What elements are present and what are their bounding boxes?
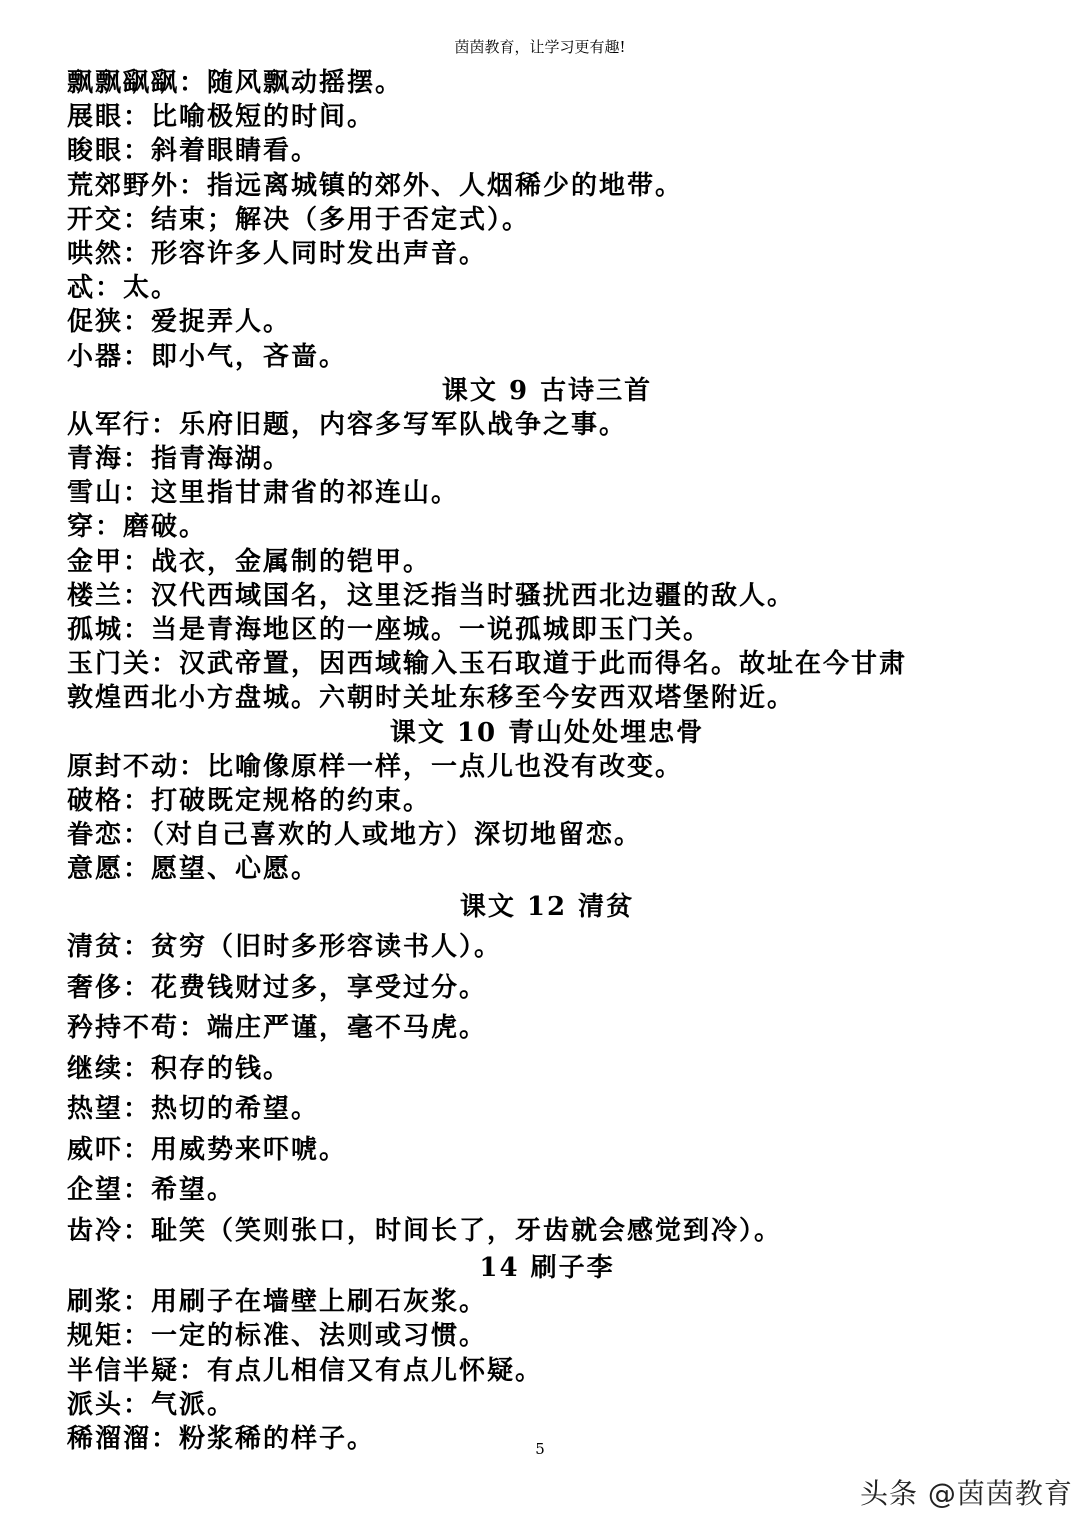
section-title: 课文 10 青山处处埋忠骨 [389, 717, 705, 748]
glossary-entry: 刷浆：用刷子在墙壁上刷石灰浆。 [67, 1287, 488, 1318]
section-title: 课文 9 古诗三首 [441, 375, 653, 406]
glossary-entry: 玉门关：汉武帝置，因西域输入玉石取道于此而得名。故址在今甘肃 [67, 649, 908, 680]
document-body [67, 66, 1027, 1456]
glossary-entry: 清贫：贫穷（旧时多形容读书人）。 [67, 932, 503, 962]
glossary-entry: 原封不动：比喻像原样一样，一点儿也没有改变。 [67, 751, 684, 782]
glossary-entry: 展眼：比喻极短的时间。 [67, 102, 376, 133]
glossary-entry: 飘飘飖飖：随风飘动摇摆。 [67, 68, 404, 98]
glossary-entry: 稀溜溜：粉浆稀的样子。 [67, 1423, 376, 1454]
glossary-entry: 荒郊野外：指远离城镇的郊外、人烟稀少的地带。 [67, 170, 684, 201]
glossary-entry: 矜持不苟：端庄严谨，毫不马虎。 [67, 1013, 488, 1043]
glossary-entry: 忒：太。 [67, 273, 180, 304]
glossary-entry: 企望：希望。 [67, 1175, 236, 1205]
glossary-entry: 睃眼：斜着眼睛看。 [67, 136, 320, 167]
watermark: 头条 @茵茵教育 [860, 1477, 1073, 1510]
glossary-entry: 楼兰：汉代西域国名，这里泛指当时骚扰西北边疆的敌人。 [67, 580, 796, 611]
glossary-entry: 威吓：用威势来吓唬。 [67, 1134, 348, 1165]
glossary-entry: 青海：指青海湖。 [67, 444, 292, 475]
glossary-entry: 规矩：一定的标准、法则或习惯。 [67, 1321, 488, 1352]
page-header: 茵茵教育，让学习更有趣! [454, 38, 626, 56]
glossary-entry: 金甲：战衣，金属制的铠甲。 [67, 546, 432, 577]
glossary-entry: 热望：热切的希望。 [67, 1094, 320, 1124]
glossary-entry: 敦煌西北小方盘城。六朝时关址东移至今安西双塔堡附近。 [67, 683, 796, 714]
section-title: 14 刷子李 [479, 1253, 615, 1283]
page-number: 5 [535, 1440, 545, 1458]
glossary-entry: 半信半疑：有点儿相信又有点儿怀疑。 [67, 1355, 544, 1386]
glossary-entry: 眷恋：（对自己喜欢的人或地方）深切地留恋。 [67, 820, 643, 851]
glossary-entry: 奢侈：花费钱财过多，享受过分。 [67, 972, 488, 1003]
glossary-entry: 从军行：乐府旧题，内容多写军队战争之事。 [67, 409, 628, 440]
glossary-entry: 开交：结束；解决（多用于否定式）。 [67, 204, 531, 235]
glossary-entry: 穿：磨破。 [67, 512, 208, 543]
glossary-entry: 小器：即小气，吝啬。 [67, 341, 348, 372]
glossary-entry: 齿冷：耻笑（笑则张口，时间长了，牙齿就会感觉到冷）。 [67, 1215, 783, 1246]
glossary-entry: 继续：积存的钱。 [67, 1053, 292, 1084]
section-title: 课文 12 清贫 [459, 891, 635, 922]
glossary-entry: 孤城：当是青海地区的一座城。一说孤城即玉门关。 [67, 615, 712, 645]
glossary-entry: 哄然：形容许多人同时发出声音。 [67, 238, 488, 269]
glossary-entry: 雪山：这里指甘肃省的祁连山。 [67, 478, 460, 509]
glossary-entry: 意愿：愿望、心愿。 [67, 854, 320, 885]
glossary-entry: 派头：气派。 [67, 1389, 236, 1420]
glossary-entry: 促狭：爱捉弄人。 [67, 307, 292, 338]
glossary-entry: 破格：打破既定规格的约束。 [67, 785, 432, 816]
